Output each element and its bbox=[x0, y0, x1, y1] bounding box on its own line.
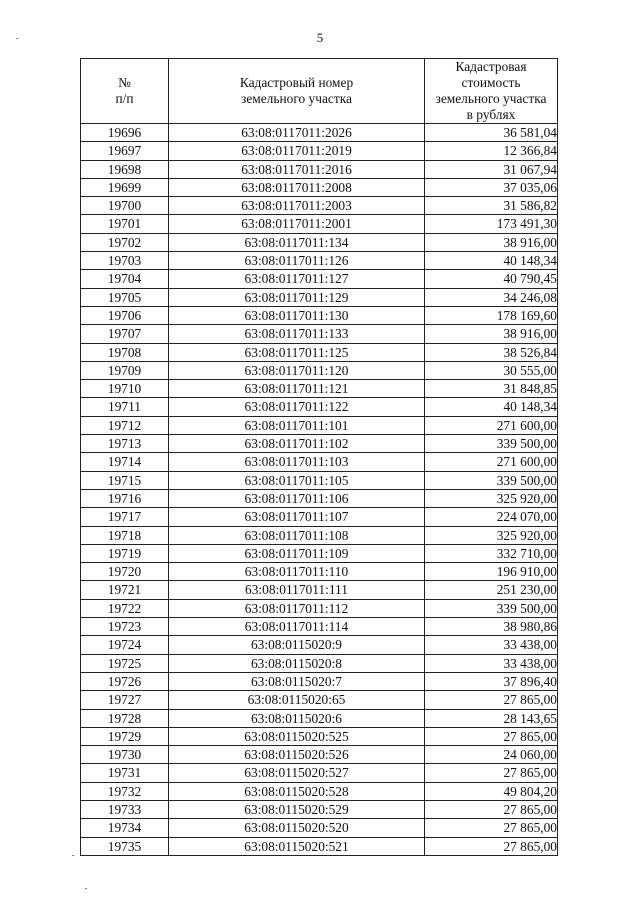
cadastral-number-cell: 63:08:0117011:110 bbox=[169, 563, 425, 581]
cadastral-number-cell: 63:08:0115020:527 bbox=[169, 764, 425, 782]
page-number: 5 bbox=[316, 30, 324, 45]
cadastral-value-cell: 339 500,00 bbox=[425, 471, 558, 489]
row-number-cell: 19735 bbox=[81, 837, 169, 855]
cadastral-number-cell: 63:08:0117011:130 bbox=[169, 306, 425, 324]
cadastral-value-cell: 36 581,04 bbox=[425, 124, 558, 142]
cadastral-value-cell: 33 438,00 bbox=[425, 636, 558, 654]
cadastral-value-cell: 271 600,00 bbox=[425, 416, 558, 434]
cadastral-value-cell: 27 865,00 bbox=[425, 819, 558, 837]
row-number-cell: 19707 bbox=[81, 325, 169, 343]
cadastral-value-cell: 27 865,00 bbox=[425, 837, 558, 855]
cadastral-number-cell: 63:08:0115020:528 bbox=[169, 782, 425, 800]
table-row bbox=[81, 233, 558, 251]
table-row bbox=[81, 782, 558, 800]
header-text: п/п bbox=[115, 91, 134, 106]
table-row bbox=[81, 124, 558, 142]
table-row bbox=[81, 453, 558, 471]
scan-mark bbox=[72, 855, 74, 856]
row-number-cell: 19699 bbox=[81, 178, 169, 196]
table-row bbox=[81, 343, 558, 361]
cadastral-number-cell: 63:08:0117011:108 bbox=[169, 526, 425, 544]
cadastral-value-cell: 12 366,84 bbox=[425, 142, 558, 160]
table-row bbox=[81, 489, 558, 507]
cadastral-number-cell: 63:08:0117011:107 bbox=[169, 508, 425, 526]
table-row bbox=[81, 746, 558, 764]
cadastral-value-cell: 49 804,20 bbox=[425, 782, 558, 800]
row-number-cell: 19720 bbox=[81, 563, 169, 581]
cadastral-value-cell: 38 916,00 bbox=[425, 325, 558, 343]
table-row bbox=[81, 197, 558, 215]
row-number-cell: 19728 bbox=[81, 709, 169, 727]
table-row bbox=[81, 142, 558, 160]
row-number-cell: 19723 bbox=[81, 618, 169, 636]
table-row bbox=[81, 672, 558, 690]
table-row bbox=[81, 636, 558, 654]
table-row bbox=[81, 306, 558, 324]
table-row bbox=[81, 215, 558, 233]
cadastral-value-cell: 34 246,08 bbox=[425, 288, 558, 306]
cadastral-value-cell: 325 920,00 bbox=[425, 489, 558, 507]
cadastral-value-cell: 27 865,00 bbox=[425, 764, 558, 782]
cadastral-value-cell: 40 148,34 bbox=[425, 252, 558, 270]
row-number-cell: 19733 bbox=[81, 800, 169, 818]
row-number-cell: 19717 bbox=[81, 508, 169, 526]
header-cadastral-number bbox=[169, 59, 425, 124]
cadastral-value-cell: 251 230,00 bbox=[425, 581, 558, 599]
cadastral-value-cell: 339 500,00 bbox=[425, 435, 558, 453]
cadastral-number-cell: 63:08:0117011:125 bbox=[169, 343, 425, 361]
row-number-cell: 19710 bbox=[81, 380, 169, 398]
cadastral-number-cell: 63:08:0117011:2008 bbox=[169, 178, 425, 196]
cadastral-number-cell: 63:08:0117011:102 bbox=[169, 435, 425, 453]
row-number-cell: 19725 bbox=[81, 654, 169, 672]
cadastral-value-cell: 38 980,86 bbox=[425, 618, 558, 636]
cadastral-value-cell: 33 438,00 bbox=[425, 654, 558, 672]
cadastral-number-cell: 63:08:0117011:103 bbox=[169, 453, 425, 471]
row-number-cell: 19708 bbox=[81, 343, 169, 361]
cadastral-value-cell: 24 060,00 bbox=[425, 746, 558, 764]
cadastral-value-cell: 40 148,34 bbox=[425, 398, 558, 416]
row-number-cell: 19730 bbox=[81, 746, 169, 764]
table-row bbox=[81, 435, 558, 453]
cadastral-number-cell: 63:08:0115020:526 bbox=[169, 746, 425, 764]
cadastral-number-cell: 63:08:0117011:2019 bbox=[169, 142, 425, 160]
cadastral-value-cell: 37 035,06 bbox=[425, 178, 558, 196]
header-cadastral-value bbox=[425, 59, 558, 124]
cadastral-value-cell: 30 555,00 bbox=[425, 361, 558, 379]
cadastral-value-cell: 38 916,00 bbox=[425, 233, 558, 251]
table-row bbox=[81, 581, 558, 599]
table-row bbox=[81, 178, 558, 196]
table-row bbox=[81, 764, 558, 782]
cadastral-value-cell: 332 710,00 bbox=[425, 544, 558, 562]
table-row bbox=[81, 727, 558, 745]
row-number-cell: 19712 bbox=[81, 416, 169, 434]
row-number-cell: 19724 bbox=[81, 636, 169, 654]
header-row bbox=[81, 59, 558, 124]
cadastral-number-cell: 63:08:0117011:126 bbox=[169, 252, 425, 270]
table-row bbox=[81, 252, 558, 270]
cadastral-value-cell: 27 865,00 bbox=[425, 691, 558, 709]
cadastral-number-cell: 63:08:0115020:65 bbox=[169, 691, 425, 709]
cadastral-number-cell: 63:08:0115020:520 bbox=[169, 819, 425, 837]
cadastral-number-cell: 63:08:0117011:121 bbox=[169, 380, 425, 398]
cadastral-number-cell: 63:08:0115020:529 bbox=[169, 800, 425, 818]
table-row bbox=[81, 325, 558, 343]
row-number-cell: 19696 bbox=[81, 124, 169, 142]
cadastral-number-cell: 63:08:0117011:112 bbox=[169, 599, 425, 617]
cadastral-number-cell: 63:08:0117011:105 bbox=[169, 471, 425, 489]
cadastral-number-cell: 63:08:0117011:2003 bbox=[169, 197, 425, 215]
cadastral-number-cell: 63:08:0117011:133 bbox=[169, 325, 425, 343]
table-row bbox=[81, 837, 558, 855]
cadastral-number-cell: 63:08:0117011:106 bbox=[169, 489, 425, 507]
table-row bbox=[81, 599, 558, 617]
row-number-cell: 19727 bbox=[81, 691, 169, 709]
cadastral-value-cell: 37 896,40 bbox=[425, 672, 558, 690]
cadastral-number-cell: 63:08:0117011:101 bbox=[169, 416, 425, 434]
cadastral-value-cell: 27 865,00 bbox=[425, 800, 558, 818]
cadastral-number-cell: 63:08:0115020:7 bbox=[169, 672, 425, 690]
row-number-cell: 19705 bbox=[81, 288, 169, 306]
header-text: № bbox=[118, 75, 131, 90]
cadastral-number-cell: 63:08:0117011:2026 bbox=[169, 124, 425, 142]
cadastral-number-cell: 63:08:0117011:111 bbox=[169, 581, 425, 599]
cadastral-number-cell: 63:08:0117011:122 bbox=[169, 398, 425, 416]
header-text: земельного участка bbox=[241, 91, 352, 106]
cadastral-value-cell: 339 500,00 bbox=[425, 599, 558, 617]
cadastral-number-cell: 63:08:0117011:120 bbox=[169, 361, 425, 379]
cadastral-value-cell: 224 070,00 bbox=[425, 508, 558, 526]
table-row bbox=[81, 544, 558, 562]
table-row bbox=[81, 398, 558, 416]
row-number-cell: 19716 bbox=[81, 489, 169, 507]
cadastral-value-cell: 40 790,45 bbox=[425, 270, 558, 288]
table-row bbox=[81, 819, 558, 837]
cadastral-value-cell: 27 865,00 bbox=[425, 727, 558, 745]
cadastral-number-cell: 63:08:0115020:525 bbox=[169, 727, 425, 745]
scan-mark bbox=[85, 888, 87, 889]
scan-mark bbox=[16, 38, 18, 39]
cadastral-value-cell: 325 920,00 bbox=[425, 526, 558, 544]
cadastral-number-cell: 63:08:0117011:2016 bbox=[169, 160, 425, 178]
cadastral-value-cell: 173 491,30 bbox=[425, 215, 558, 233]
row-number-cell: 19711 bbox=[81, 398, 169, 416]
row-number-cell: 19703 bbox=[81, 252, 169, 270]
cadastral-value-cell: 271 600,00 bbox=[425, 453, 558, 471]
table-header bbox=[81, 59, 558, 124]
row-number-cell: 19719 bbox=[81, 544, 169, 562]
cadastral-value-cell: 178 169,60 bbox=[425, 306, 558, 324]
cadastral-number-cell: 63:08:0115020:521 bbox=[169, 837, 425, 855]
row-number-cell: 19734 bbox=[81, 819, 169, 837]
row-number-cell: 19700 bbox=[81, 197, 169, 215]
table-row bbox=[81, 471, 558, 489]
row-number-cell: 19726 bbox=[81, 672, 169, 690]
row-number-cell: 19704 bbox=[81, 270, 169, 288]
row-number-cell: 19702 bbox=[81, 233, 169, 251]
table-row bbox=[81, 800, 558, 818]
table-row bbox=[81, 416, 558, 434]
table-row bbox=[81, 160, 558, 178]
cadastral-number-cell: 63:08:0117011:129 bbox=[169, 288, 425, 306]
table-row bbox=[81, 618, 558, 636]
cadastral-number-cell: 63:08:0117011:109 bbox=[169, 544, 425, 562]
header-text: Кадастровый номер bbox=[239, 75, 354, 90]
table-row bbox=[81, 691, 558, 709]
row-number-cell: 19713 bbox=[81, 435, 169, 453]
row-number-cell: 19721 bbox=[81, 581, 169, 599]
table-row bbox=[81, 508, 558, 526]
table-row bbox=[81, 288, 558, 306]
cadastral-number-cell: 63:08:0117011:134 bbox=[169, 233, 425, 251]
table-row bbox=[81, 270, 558, 288]
header-text: в рублях bbox=[466, 107, 516, 122]
row-number-cell: 19715 bbox=[81, 471, 169, 489]
row-number-cell: 19731 bbox=[81, 764, 169, 782]
row-number-cell: 19709 bbox=[81, 361, 169, 379]
row-number-cell: 19714 bbox=[81, 453, 169, 471]
cadastral-number-cell: 63:08:0115020:9 bbox=[169, 636, 425, 654]
header-row-number bbox=[81, 59, 169, 124]
cadastral-number-cell: 63:08:0115020:8 bbox=[169, 654, 425, 672]
row-number-cell: 19718 bbox=[81, 526, 169, 544]
row-number-cell: 19701 bbox=[81, 215, 169, 233]
cadastral-number-cell: 63:08:0117011:127 bbox=[169, 270, 425, 288]
cadastral-number-cell: 63:08:0117011:2001 bbox=[169, 215, 425, 233]
table-row bbox=[81, 654, 558, 672]
cadastral-value-cell: 31 848,85 bbox=[425, 380, 558, 398]
table-row bbox=[81, 380, 558, 398]
row-number-cell: 19698 bbox=[81, 160, 169, 178]
cadastral-number-cell: 63:08:0115020:6 bbox=[169, 709, 425, 727]
row-number-cell: 19722 bbox=[81, 599, 169, 617]
cadastral-value-cell: 196 910,00 bbox=[425, 563, 558, 581]
table-body bbox=[81, 124, 558, 856]
cadastral-value-cell: 28 143,65 bbox=[425, 709, 558, 727]
cadastral-value-cell: 38 526,84 bbox=[425, 343, 558, 361]
header-text: Кадастровая стоимость bbox=[455, 59, 527, 90]
row-number-cell: 19732 bbox=[81, 782, 169, 800]
table-row bbox=[81, 361, 558, 379]
table-row bbox=[81, 526, 558, 544]
cadastral-value-cell: 31 067,94 bbox=[425, 160, 558, 178]
cadastral-number-cell: 63:08:0117011:114 bbox=[169, 618, 425, 636]
table-row bbox=[81, 709, 558, 727]
row-number-cell: 19706 bbox=[81, 306, 169, 324]
header-text: земельного участка bbox=[435, 91, 547, 106]
row-number-cell: 19697 bbox=[81, 142, 169, 160]
cadastral-value-cell: 31 586,82 bbox=[425, 197, 558, 215]
row-number-cell: 19729 bbox=[81, 727, 169, 745]
table-row bbox=[81, 563, 558, 581]
cadastral-value-table bbox=[80, 58, 558, 856]
